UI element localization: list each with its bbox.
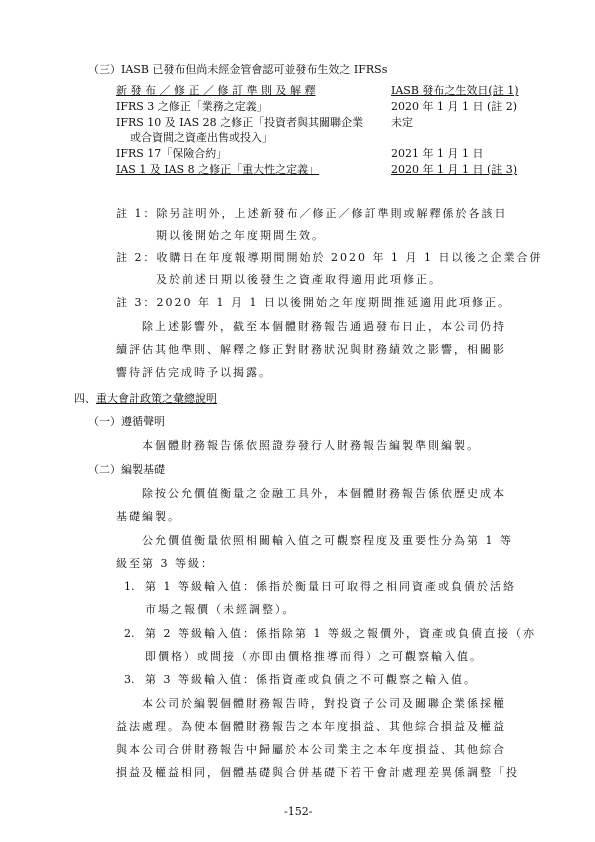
impact-paragraph-line: 響待評估完成時予以揭露。 <box>116 366 272 379</box>
equity-method-paragraph-line: 益法處理。為使本個體財務報告之本年度損益、其他綜合損益及權益 <box>116 720 506 733</box>
note-3: 註 3：2020 年 1 月 1 日以後開始之年度期間推延適用此項修正。 <box>116 296 511 309</box>
basis-paragraph-line: 除按公允價值衡量之金融工具外，本個體財務報告係依歷史成本 <box>142 487 506 500</box>
equity-method-paragraph-line: 本公司於編製個體財務報告時，對投資子公司及關聯企業係採權 <box>142 697 506 710</box>
impact-paragraph-line: 除上述影響外，截至本個體財務報告通過發布日止，本公司仍持 <box>142 320 506 333</box>
level-2-number: 2. <box>124 627 135 640</box>
level-3-number: 3. <box>124 673 135 686</box>
table-header <box>116 84 519 98</box>
level-1-text: 第 1 等級輸入值：係指於衡量日可取得之相同資產或負債於活絡 <box>145 580 516 593</box>
table-cell-date: 2020 年 1 月 1 日 (註 2) <box>391 100 518 113</box>
table-row <box>116 147 484 161</box>
equity-method-paragraph-line: 損益及權益相同，個體基礎與合併基礎下若干會計處理差異係調整「投 <box>116 766 519 779</box>
table-cell-standard: IFRS 10 及 IAS 28 之修正「投資者與其關聯企業 <box>116 116 364 129</box>
table-row <box>130 131 273 145</box>
basis-paragraph-line: 基礎編製。 <box>116 510 181 523</box>
level-1-text-cont: 市場之報價（未經調整）。 <box>145 603 296 616</box>
note-2: 註 2：收購日在年度報導期間開始於 2020 年 1 月 1 日以後之企業合併 <box>116 251 543 264</box>
table-cell-standard: IFRS 3 之修正「業務之定義」 <box>116 100 268 113</box>
table-header-standard: 新 發 布 ／ 修 正 ／ 修 訂 準 則 及 解 釋 <box>116 84 316 97</box>
impact-paragraph-line: 續評估其他準則、解釋之修正對財務狀況與財務績效之影響，相關影 <box>116 343 506 356</box>
table-cell-date: 2021 年 1 月 1 日 <box>391 147 484 160</box>
table-cell-date: 2020 年 1 月 1 日 (註 3) <box>391 163 518 176</box>
note-1-cont: 期以後開始之年度期間生效。 <box>156 229 325 242</box>
section-4-heading <box>74 392 217 406</box>
section-4-title: 重大會計政策之彙總說明 <box>96 392 217 405</box>
fair-value-paragraph-line: 級至第 3 等級： <box>116 557 214 570</box>
note-2-cont: 及於前述日期以後發生之資產取得適用此項修正。 <box>156 273 442 286</box>
level-1-number: 1. <box>124 580 135 593</box>
section-3-title: （三）IASB 已發布但尚未經金管會認可並發布生效之 IFRSs <box>88 63 388 76</box>
level-3-text: 第 3 等級輸入值：係指資產或負債之不可觀察之輸入值。 <box>145 673 477 686</box>
subsection-1-text: 本個體財務報告係依照證券發行人財務報告編製準則編製。 <box>142 439 480 452</box>
level-2-text: 第 2 等級輸入值：係指除第 1 等級之報價外，資產或負債直接（亦 <box>145 627 536 640</box>
equity-method-paragraph-line: 與本公司合併財務報告中歸屬於本公司業主之本年度損益、其他綜合 <box>116 743 506 756</box>
standards-table <box>116 84 528 184</box>
table-header-effective-date: IASB 發布之生效日(註 1) <box>391 84 519 97</box>
section-4-number: 四、 <box>74 392 96 405</box>
table-row <box>116 100 518 114</box>
table-cell-standard: IAS 1 及 IAS 8 之修正「重大性之定義」 <box>116 163 320 176</box>
table-cell-date: 未定 <box>391 116 413 129</box>
page-number: -152- <box>284 805 313 818</box>
note-1: 註 1：除另註明外，上述新發布／修正／修訂準則或解釋係於各該日 <box>116 207 508 220</box>
table-row <box>116 163 518 177</box>
table-cell-standard: IFRS 17「保險合約」 <box>116 147 228 160</box>
level-2-text-cont: 即價格）或間接（亦即由價格推導而得）之可觀察輸入值。 <box>145 650 483 663</box>
table-cell-standard: 或合資間之資產出售或投入」 <box>130 131 273 144</box>
fair-value-paragraph-line: 公允價值衡量依照相關輸入值之可觀察程度及重要性分為第 1 等 <box>142 534 513 547</box>
table-row <box>116 116 413 130</box>
subsection-1-title: （一）遵循聲明 <box>88 415 165 428</box>
subsection-2-title: （二）編製基礎 <box>88 463 165 476</box>
